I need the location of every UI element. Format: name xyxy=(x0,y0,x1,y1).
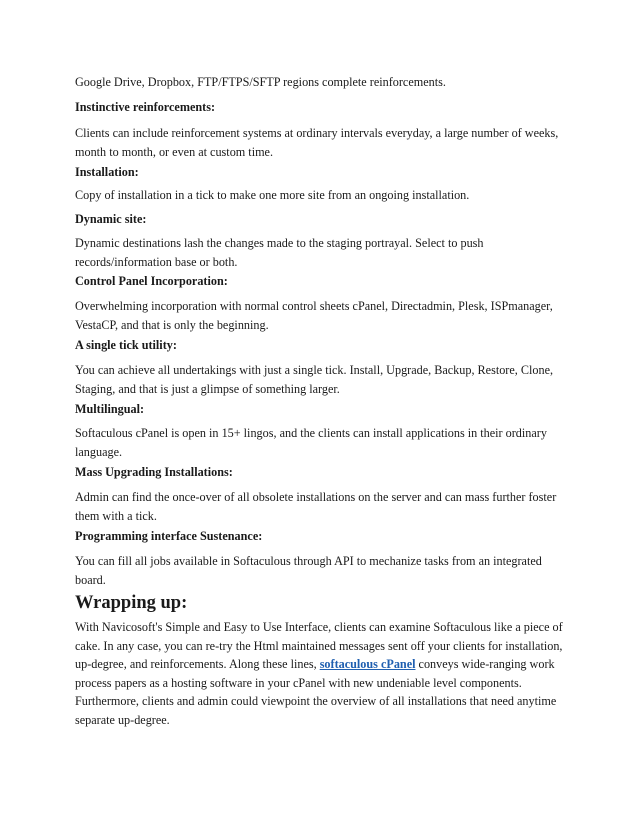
section-body-multilingual: Softaculous cPanel is open in 15+ lingos, and the clients can install applications in their ordinary language. xyxy=(75,426,547,459)
section-heading-single-tick: A single tick utility: xyxy=(75,338,177,352)
section-heading-control-panel: Control Panel Incorporation: xyxy=(75,274,228,288)
section-body-instinctive-reinforcements: Clients can include reinforcement systems at ordinary intervals everyday, a large number of weeks, month to month, or even at custom time. xyxy=(75,126,559,159)
section-heading-multilingual: Multilingual: xyxy=(75,402,145,416)
section-body-control-panel: Overwhelming incorporation with normal control sheets cPanel, Directadmin, Plesk, ISPmanager, VestaCP, and that is only the beginning. xyxy=(75,299,553,332)
wrapup-heading: Wrapping up: xyxy=(75,593,188,613)
intro-line: Google Drive, Dropbox, FTP/FTPS/SFTP regions complete reinforcements. xyxy=(75,75,446,89)
section-heading-programming-interface: Programming interface Sustenance: xyxy=(75,529,263,543)
wrapup-paragraph xyxy=(75,618,575,729)
softaculous-cpanel-link[interactable]: softaculous cPanel xyxy=(319,657,416,671)
section-heading-instinctive-reinforcements: Instinctive reinforcements: xyxy=(75,100,216,114)
section-body-mass-upgrading: Admin can find the once-over of all obsolete installations on the server and can mass further foster them with a tick. xyxy=(75,490,557,523)
section-heading-dynamic-site: Dynamic site: xyxy=(75,212,147,226)
section-body-installation: Copy of installation in a tick to make one more site from an ongoing installation. xyxy=(75,188,470,202)
section-heading-mass-upgrading: Mass Upgrading Installations: xyxy=(75,465,233,479)
section-heading-installation: Installation: xyxy=(75,165,139,179)
section-body-dynamic-site: Dynamic destinations lash the changes made to the staging portrayal. Select to push records/information base or both. xyxy=(75,236,484,269)
wrapup-text-before-link: With Navicosoft's Simple and Easy to Use Interface, clients can examine Softaculous like a piece of cake. In any case, you can re-try the Html maintained messages sent off your clients for installation, up-degree, and reinforcements. Along these lines, xyxy=(75,620,563,671)
section-body-programming-interface: You can fill all jobs available in Softaculous through API to mechanize tasks from an integrated board. xyxy=(75,554,542,587)
section-body-single-tick: You can achieve all undertakings with just a single tick. Install, Upgrade, Backup, Restore, Clone, Staging, and that is just a glimpse of something larger. xyxy=(75,363,554,396)
wrapup-text-after-link: conveys wide-ranging work process papers as a hosting software in your cPanel with new undeniable level components. Furthermore, clients and admin could viewpoint the overview of all installations that need anytime separate up-degree. xyxy=(75,657,557,727)
